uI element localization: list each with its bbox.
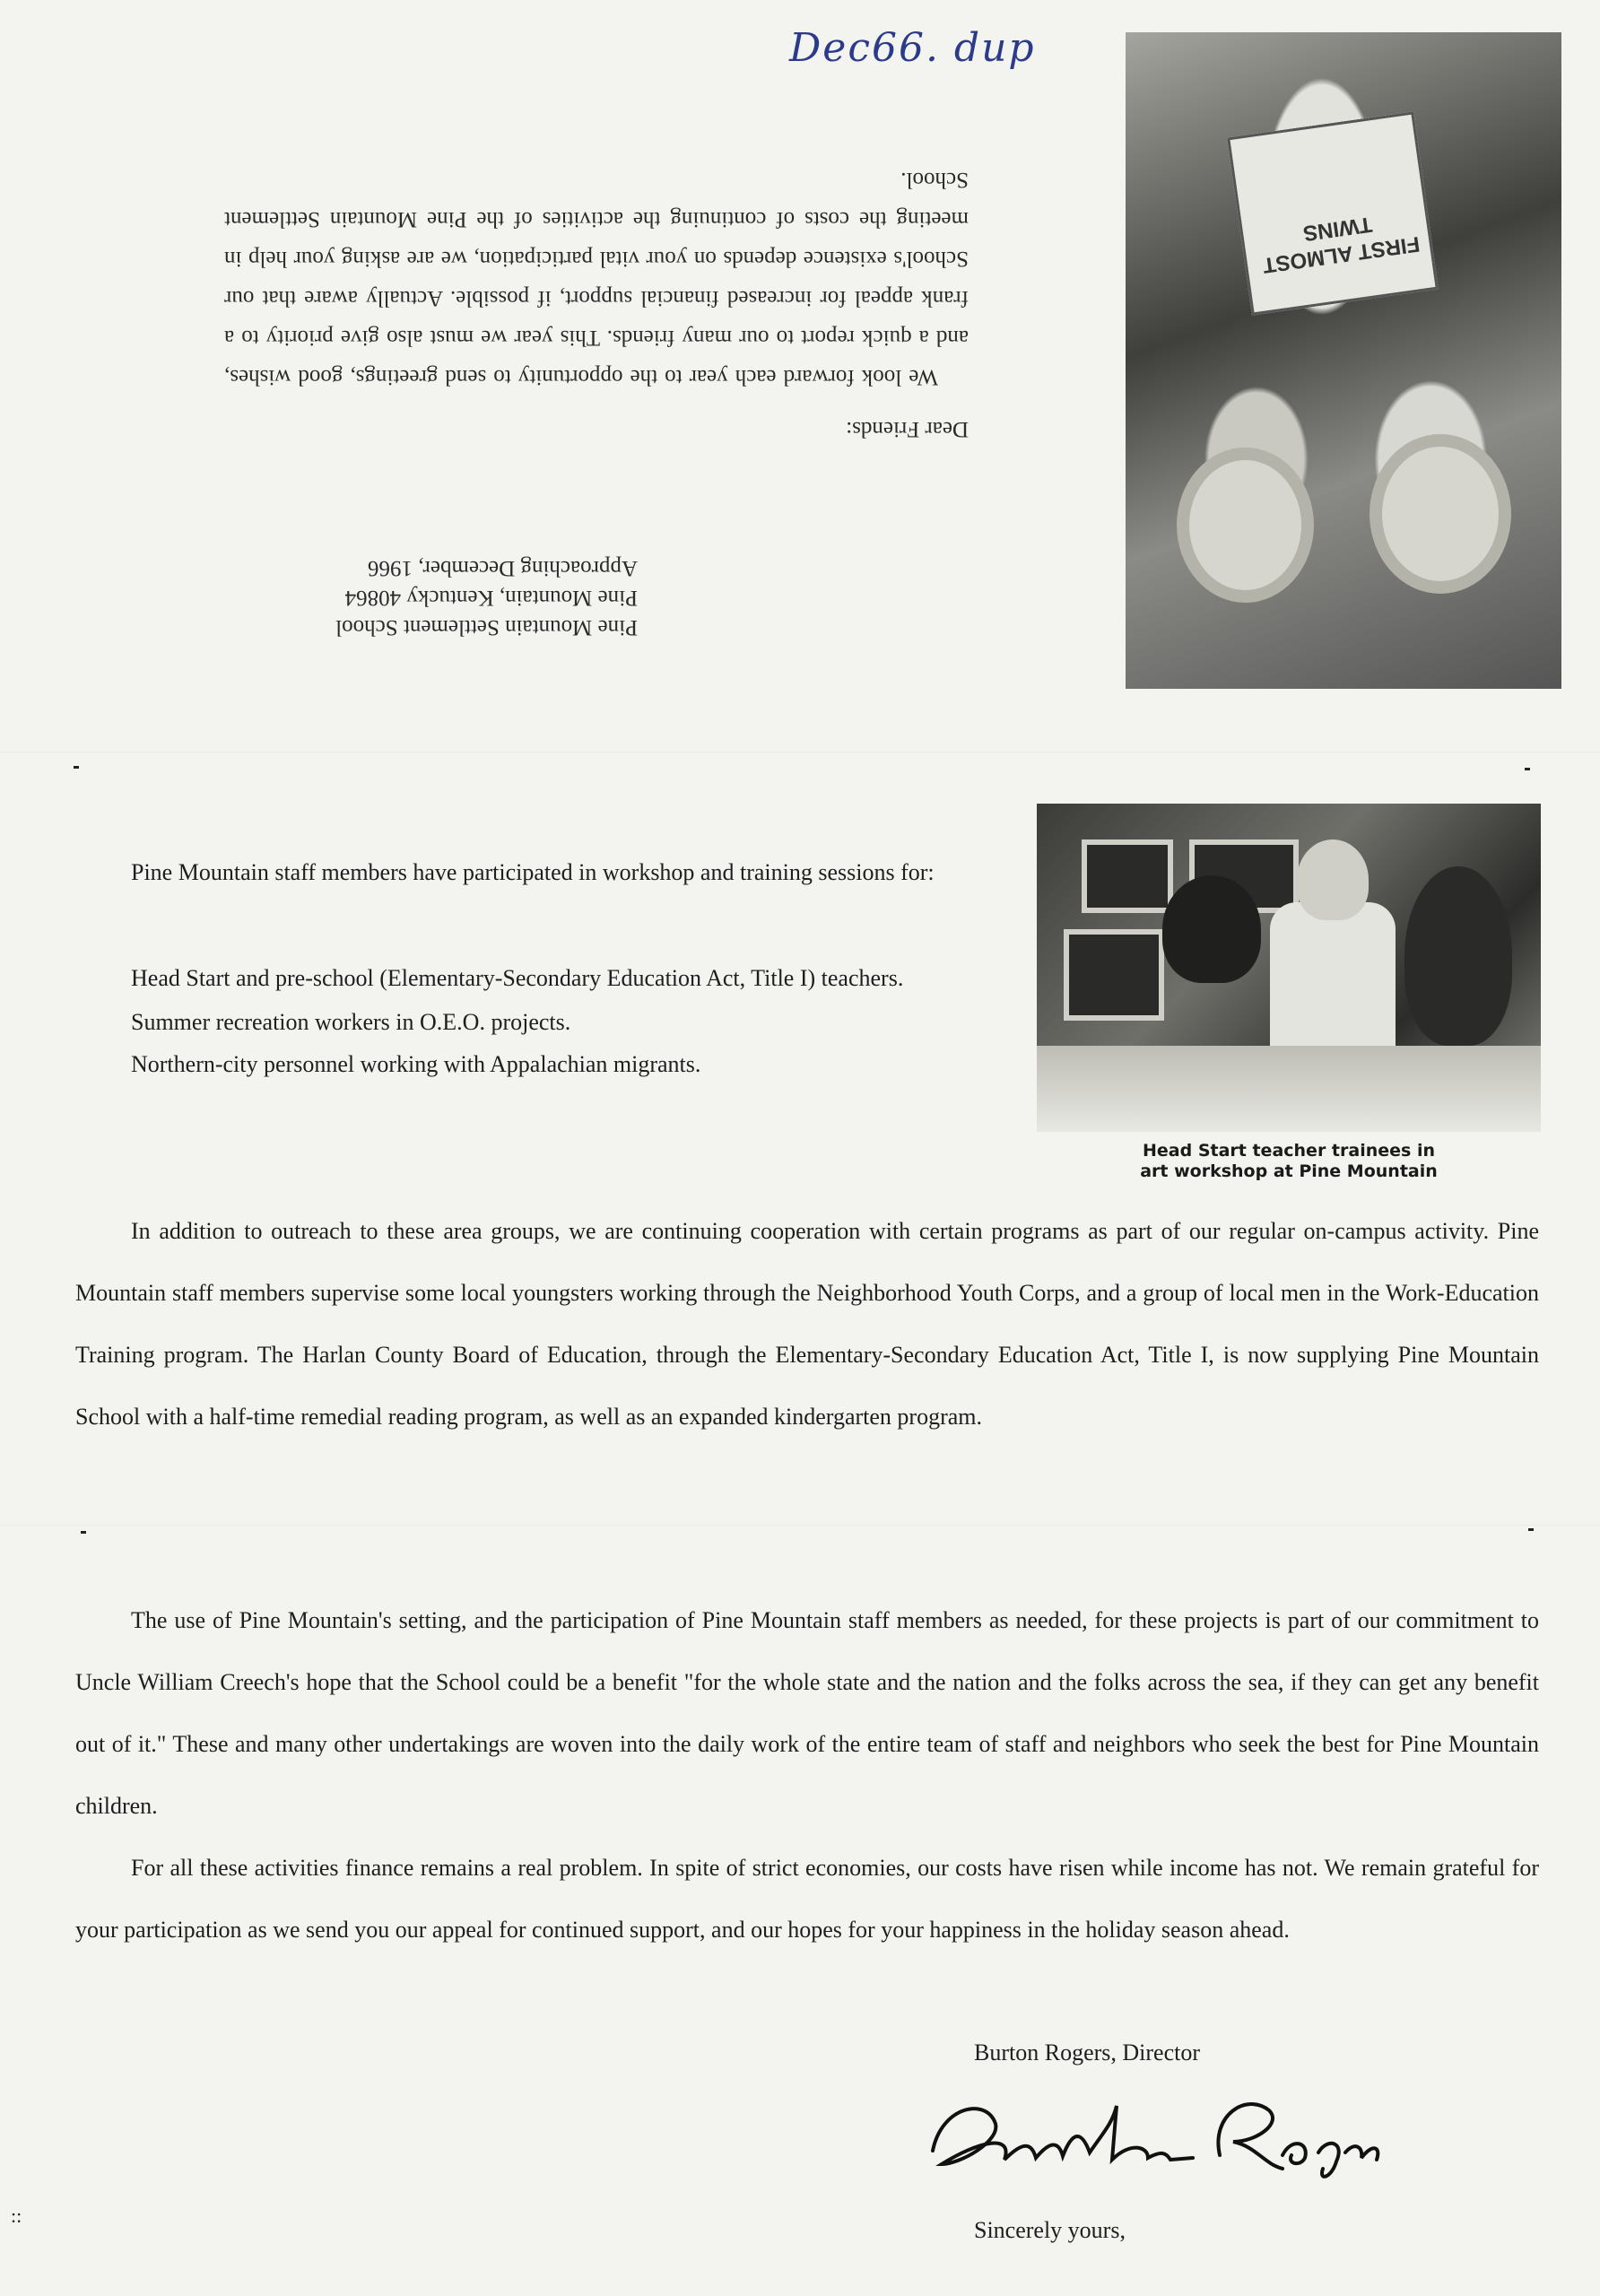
address-line: Pine Mountain, Kentucky 40864 <box>344 586 638 610</box>
closing: Sincerely yours, <box>974 2217 1126 2243</box>
finance-paragraph: For all these activities finance remains a real problem. In spite of strict economies, our costs have risen while income has not. We remain grateful for your participation as we send you our appeal for continued support, and our hopes for your happiness in the holiday season ahead. <box>75 1855 1539 1943</box>
workshop-intro: Pine Mountain staff members have participated in workshop and training sessions for: <box>131 859 935 885</box>
fold-tick-mark <box>74 766 79 769</box>
photo-caption-line: art workshop at Pine Mountain <box>1140 1161 1438 1181</box>
salutation: Dear Friends: <box>846 417 969 441</box>
photo-caption-line: Head Start teacher trainees in <box>1143 1141 1435 1161</box>
session-item: Northern-city personnel working with Appalachian migrants. <box>131 1051 701 1077</box>
signer-name: Burton Rogers, Director <box>974 2039 1201 2066</box>
child-face <box>1382 447 1499 581</box>
fold-tick-mark <box>1528 1528 1534 1531</box>
child-face <box>1189 460 1301 590</box>
margin-mark: :: <box>11 2205 22 2227</box>
session-item: Head Start and pre-school (Elementary-Secondary Education Act, Title I) teachers. <box>131 965 904 991</box>
wall-panel <box>1082 839 1173 913</box>
instructor-head <box>1297 839 1369 920</box>
trainee-figure <box>1404 866 1512 1046</box>
address-line: Approaching December, 1966 <box>368 556 638 580</box>
trainee-figure <box>1162 875 1261 983</box>
address-line: Pine Mountain Settlement School <box>335 615 638 639</box>
photo-book-title: FIRST ALMOST TWINS <box>1261 212 1422 278</box>
fold-line <box>0 1525 1600 1526</box>
handwritten-note: Dec66. dup <box>789 25 1036 71</box>
photo-book <box>1227 111 1439 315</box>
sessions-list <box>131 965 996 1093</box>
workshop-photo <box>1037 804 1541 1132</box>
fold-tick-mark <box>1525 768 1530 770</box>
opening-letter-text: We look forward each year to the opportunity to send greetings, good wishes, and a quick report to our many friends. This year we must also give priority to a frank appeal for increased financial support, if possible. Actually aware that our School's existence depends on your vital participation, we are asking your help in meeting the costs of continuing the activities of the Pine Mountain Settlement School. <box>224 168 969 389</box>
outreach-paragraph: In addition to outreach to these area groups, we are continuing cooperation with certain programs as part of our regular on-campus activity. Pine Mountain staff members supervise some local youngsters working through the Neighborhood Youth Corps, and a group of local men in the Work-Education Training program. The Harlan County Board of Education, through the Elementary-Secondary Education Act, Title I, is now supplying Pine Mountain School with a half-time remedial reading program, as well as an expanded kindergarten program. <box>75 1218 1539 1430</box>
photo-caption <box>1037 1141 1541 1182</box>
session-item: Summer recreation workers in O.E.O. projects. <box>131 1009 571 1035</box>
signature-text: Burton Rogers <box>1157 2185 1162 2186</box>
wall-panel <box>1064 929 1164 1021</box>
commitment-paragraph: The use of Pine Mountain's setting, and the participation of Pine Mountain staff members as needed, for these projects is part of our commitment to Uncle William Creech's hope that the School could be a benefit "for the whole state and the nation and the folks across the sea, if they can get any benefit out of it." These and many other undertakings are woven into the daily work of the entire team of staff and neighbors who seek the best for Pine Mountain children. <box>75 1607 1539 1819</box>
work-table <box>1037 1046 1541 1132</box>
school-address <box>335 553 638 642</box>
signature <box>924 2079 1390 2187</box>
children-reading-photo <box>1126 32 1561 689</box>
upside-down-panel <box>0 0 1600 753</box>
fold-tick-mark <box>81 1531 86 1534</box>
